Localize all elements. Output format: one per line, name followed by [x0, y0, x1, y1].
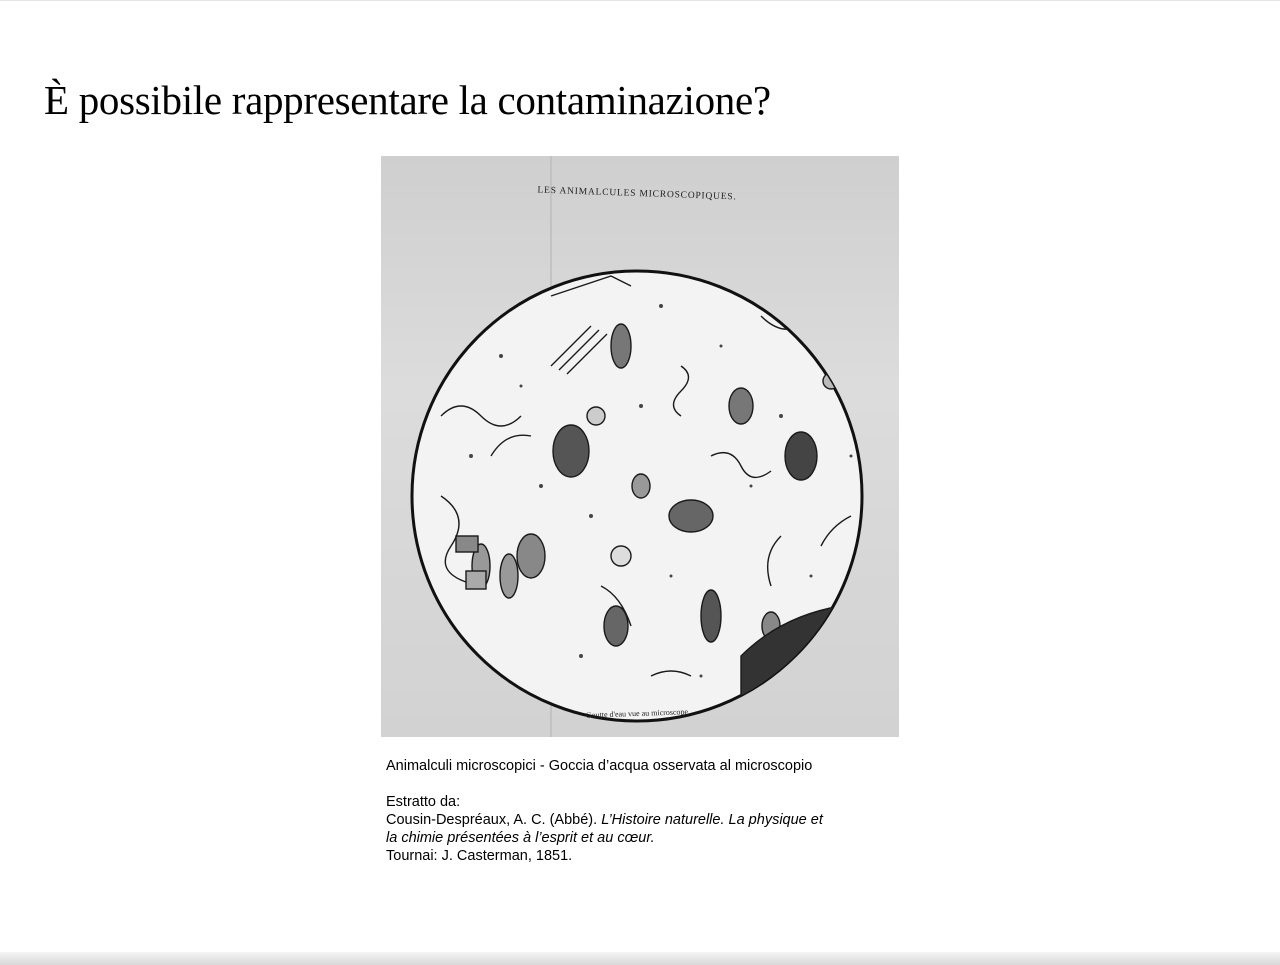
- citation-publisher: Tournai: J. Casterman, 1851.: [386, 848, 573, 864]
- citation-work-title-1: L’Histoire naturelle. La physique et: [601, 812, 823, 828]
- citation-author: Cousin-Despréaux, A. C. (Abbé).: [386, 812, 602, 828]
- caption-description: Animalculi microscopici - Goccia d’acqua osservata al microscopio: [386, 758, 813, 774]
- engraving-footer: Goutte d'eau vue au microscope: [585, 707, 689, 720]
- slide-title: È possibile rappresentare la contaminazione?: [44, 77, 771, 123]
- top-divider: [0, 0, 1280, 1]
- engraving-drawing: [381, 156, 899, 737]
- figure-caption: [386, 757, 906, 865]
- bottom-edge: [0, 952, 1280, 965]
- animalcules-engraving: [381, 156, 899, 737]
- citation-work-title-2: la chimie présentées à l’esprit et au cœur.: [386, 830, 655, 846]
- caption-extract-label: Estratto da:: [386, 794, 461, 810]
- engraving-header: LES ANIMALCULES MICROSCOPIQUES.: [537, 185, 737, 203]
- caption-citation: [386, 811, 906, 829]
